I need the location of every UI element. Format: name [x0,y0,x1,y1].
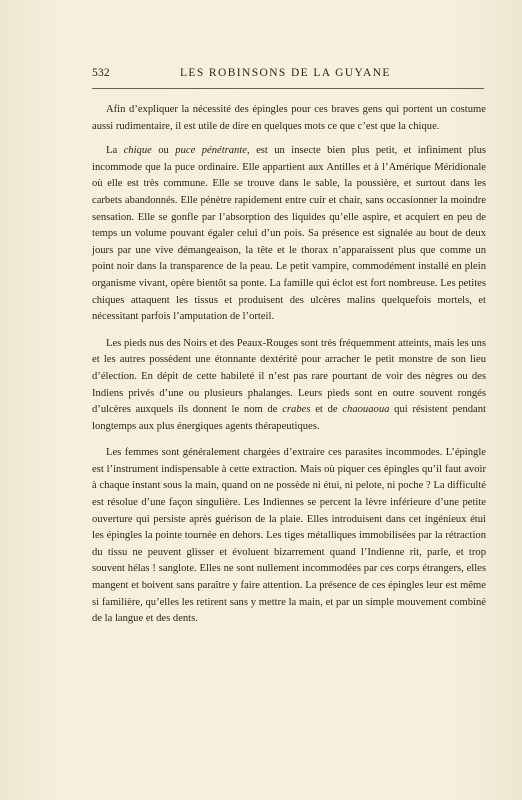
paragraph-text-segment: La [106,145,124,157]
paragraph-chique-description [92,143,486,326]
paragraph-pieds-nus [92,336,486,436]
page-header [92,67,484,85]
paragraph-text-segment: et de [310,404,343,416]
body-text [92,102,486,638]
italic-term: chaouaoua [342,404,390,416]
italic-term: puce pénétrante [175,145,247,157]
paragraph-text-segment: , est un insecte bien plus petit, et infiniment plus incommode que la puce ordinaire. Elle appartient aux Antilles et à l’Amérique Méridionale où elle est très commune. Elle se trouve dans le sable, la poussière, et surtout dans les carbets abandonnés. Elle pénètre rapidement entre cuir et chair, sans occasionner la moindre sensation. Elle se gonfle par l’absorption des liquides qu’elle aspire, et acquiert en peu de temps un volume pouvant égaler celui d’un pois. Sa présence est signalée au bout de deux jours par une vive démangeaison, la tête et le thorax n’apparaissent plus que comme un point noir dans la transparence de la peau. Le petit vampire, commodément installé en plein organisme vivant, opère bientôt sa ponte. La famille qui éclot est fort nombreuse. Les petites chiques attaquent les tissus et produisent des ulcères malins quelquefois mortels, et nécessitant parfois l’amputation de l’orteil. [92,145,486,323]
paragraph-epingles-intro: Afin d’expliquer la nécessité des épingles pour ces braves gens qui portent un costume aussi rudimentaire, il est utile de dire en quelques mots ce que c’est que la chique. [92,104,486,132]
header-rule [92,88,484,89]
paragraph-text-segment: Les pieds nus des Noirs et des Peaux-Rouges sont très fréquemment atteints, mais les uns et les autres possèdent une étonnante dextérité pour arracher le petit monstre de son lieu d’élection. En dépit de cette habileté il n’est pas rare pourtant de voir des nègres ou des Indiens privés d’une ou plusieurs phalanges. Leurs pieds sont en outre souvent rongés d’ulcères auxquels ils donnent le nom de [92,337,486,416]
paragraph-femmes-epingles: Les femmes sont généralement chargées d’extraire ces parasites incommodes. L’épingle est l’instrument indispensable à cette extraction. Mais où piquer ces épingles qu’il faut avoir à chaque instant sous la main, quand on ne possède ni étui, ni pelote, ni poche ? La difficulté est résolue d’une façon singulière. Les Indiennes se percent la lèvre inférieure d’une petite ouverture qui persiste après guérison de la plaie. Elles introduisent dans cet ingénieux étui les épingles la pointe tournée en dehors. Les tiges métalliques immobilisées par la rétraction du tissu ne peuvent glisser et évoluent bizarrement quand l’Indienne rit, parle, et trop souvent hélas ! sanglote. Elles ne sont nullement incommodées par ces corps étrangers, elles mangent et boivent sans paraître y faire attention. La présence de ces épingles leur est même si familière, qu’elles les retirent sans y mettre la main, et par un simple mouvement combiné de la langue et des dents. [92,447,486,625]
page-number: 532 [92,67,110,79]
paragraph-text-segment: qui résistent pendant longtemps aux plus énergiques agents thérapeutiques. [92,404,486,432]
italic-term: chique [123,145,152,157]
paragraph-text-segment: ou [151,145,176,157]
italic-term: crabes [282,404,311,416]
running-title: LES ROBINSONS DE LA GUYANE [180,67,391,79]
